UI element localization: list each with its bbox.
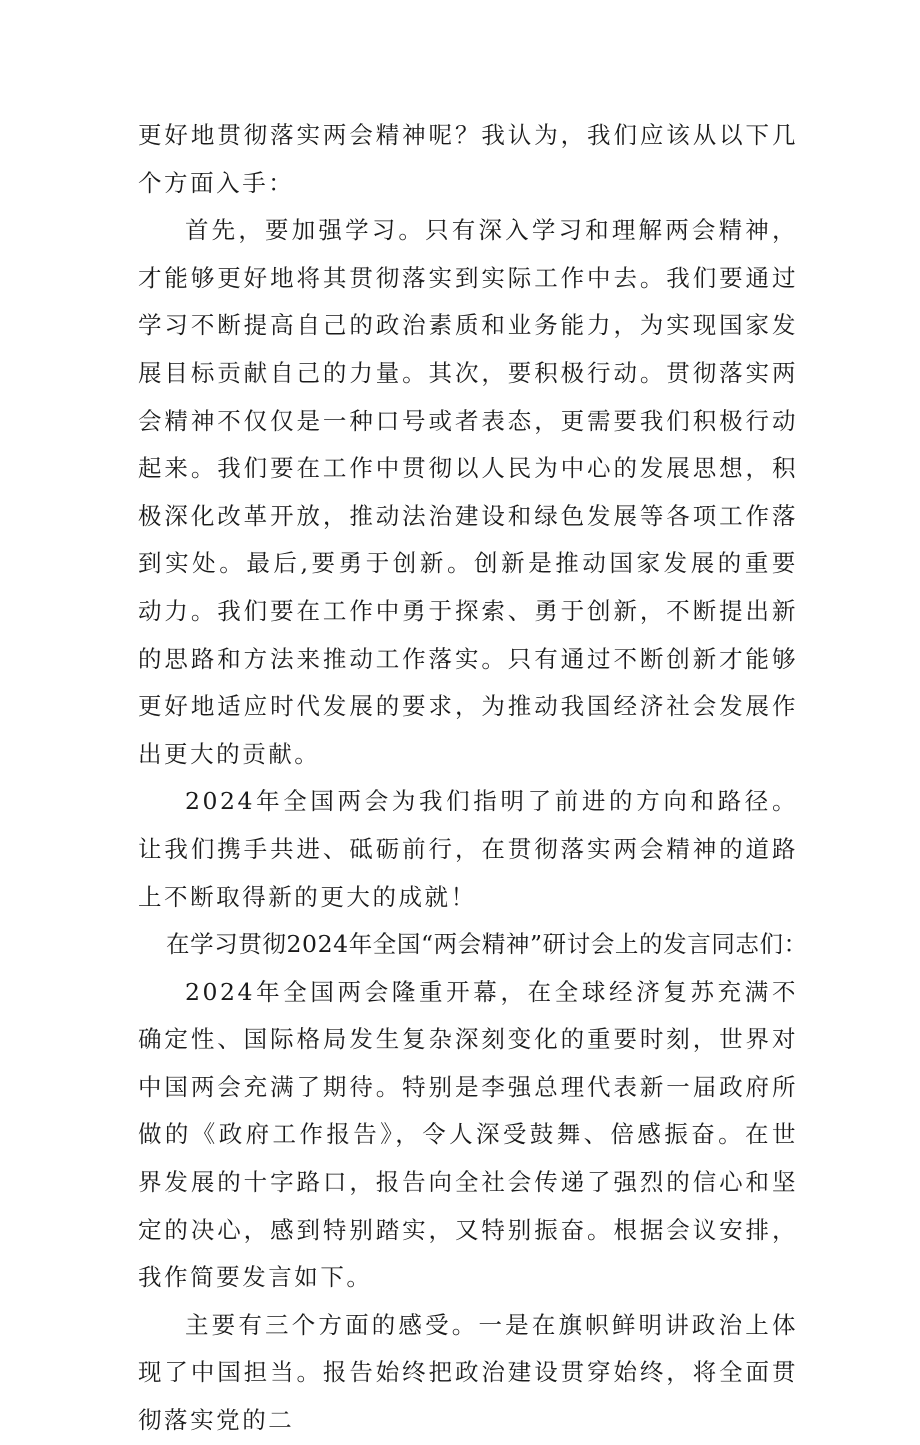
paragraph-study-action-innovation: 首先，要加强学习。只有深入学习和理解两会精神，才能够更好地将其贯彻落实到实际工作中去。我们要通过学习不断提高自己的政治素质和业务能力，为实现国家发展目标贡献自己的力量。其次，要积极行动。贯彻落实两会精神不仅仅是一种口号或者表态，更需要我们积极行动起来。我们要在工作中贯彻以人民为中心的发展思想，积极深化改革开放，推动法治建设和绿色发展等各项工作落到实处。最后,要勇于创新。创新是推动国家发展的重要动力。我们要在工作中勇于探索、勇于创新，不断提出新的思路和方法来推动工作落实。只有通过不断创新才能够更好地适应时代发展的要求，为推动我国经济社会发展作出更大的贡献。 — [138, 216, 798, 768]
paragraph-opening: 2024年全国两会隆重开幕，在全球经济复苏充满不确定性、国际格局发生复杂深刻变化的重要时刻，世界对中国两会充满了期待。特别是李强总理代表新一届政府所做的《政府工作报告》，令人深受鼓舞、倍感振奋。在世界发展的十字路口，报告向全社会传递了强烈的信心和坚定的决心，感到特别踏实，又特别振奋。根据会议安排，我作简要发言如下。 — [138, 977, 798, 1292]
document-body — [138, 112, 808, 1445]
speech-title-line: 在学习贯彻2024年全国“两会精神”研讨会上的发言同志们： — [166, 930, 808, 959]
paragraph-three-feelings: 主要有三个方面的感受。一是在旗帜鲜明讲政治上体现了中国担当。报告始终把政治建设贯穿始终，将全面贯彻落实党的二 — [138, 1310, 798, 1435]
paragraph-conclusion: 2024年全国两会为我们指明了前进的方向和路径。让我们携手共进、砥砺前行，在贯彻落实两会精神的道路上不断取得新的更大的成就！ — [138, 787, 798, 911]
paragraph-continuation: 更好地贯彻落实两会精神呢？我认为，我们应该从以下几个方面入手： — [138, 121, 798, 197]
